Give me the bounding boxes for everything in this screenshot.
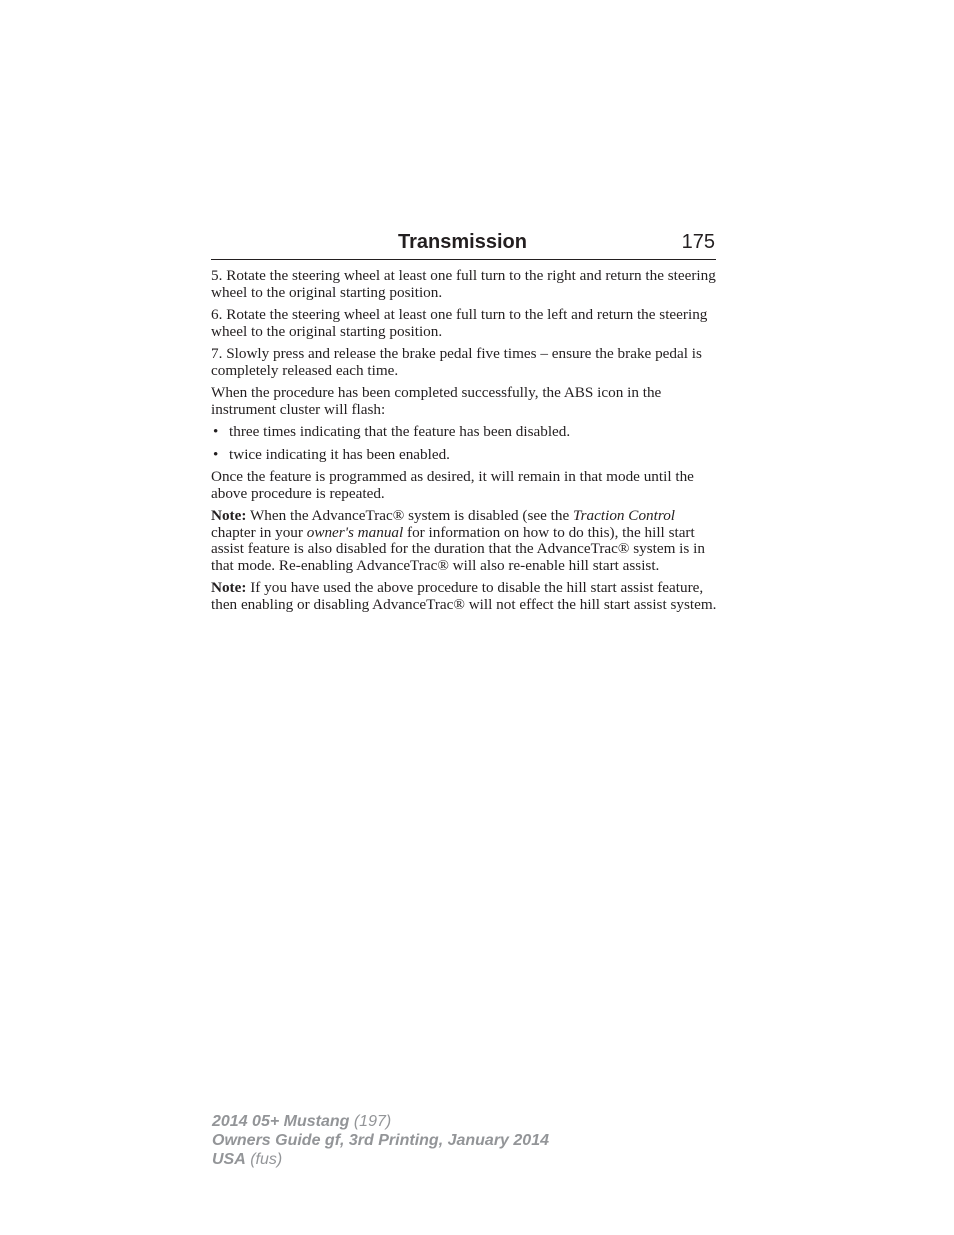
footer-model-code: (197) xyxy=(349,1113,392,1130)
footer-model: 2014 05+ Mustang xyxy=(212,1113,350,1130)
page-footer xyxy=(212,1112,549,1169)
page-header xyxy=(211,229,716,260)
note-label: Note: xyxy=(211,507,247,524)
list-item xyxy=(211,424,717,441)
note-text: for information on how to do this), the hill start assist feature is also disabled for the duration that the AdvanceTrac® system is in that mode. Re-enabling AdvanceTrac® will also re-enable hill start assist. xyxy=(211,523,705,574)
list-item xyxy=(211,447,717,464)
step-6: 6. Rotate the steering wheel at least one full turn to the left and return the steering wheel to the original starting position. xyxy=(211,306,708,340)
page-body xyxy=(211,268,717,619)
chapter-reference: Traction Control xyxy=(573,507,676,524)
page-number: 175 xyxy=(681,231,715,253)
footer-market-code: (fus) xyxy=(245,1151,283,1168)
section-title: Transmission xyxy=(398,231,527,253)
note-label: Note: xyxy=(211,579,247,596)
step-7: 7. Slowly press and release the brake pedal five times – ensure the brake pedal is completely released each time. xyxy=(211,345,702,379)
step-5: 5. Rotate the steering wheel at least one full turn to the right and return the steering wheel to the original starting position. xyxy=(211,267,716,301)
footer-line-model xyxy=(212,1112,549,1131)
footer-line-market xyxy=(212,1150,549,1169)
note-text: If you have used the above procedure to disable the hill start assist feature, then enabling or disabling AdvanceTrac® will not effect the hill start assist system. xyxy=(211,579,717,613)
note-text: When the AdvanceTrac® system is disabled (see the xyxy=(246,507,574,524)
list-item-text: twice indicating it has been enabled. xyxy=(229,445,450,463)
programmed-paragraph: Once the feature is programmed as desired, it will remain in that mode until the above procedure is repeated. xyxy=(211,468,694,502)
list-item-text: three times indicating that the feature has been disabled. xyxy=(229,423,571,440)
bullet-icon: • xyxy=(213,445,219,463)
note-text: chapter in your xyxy=(211,523,307,541)
note-hill-start xyxy=(211,580,717,613)
footer-market: USA xyxy=(212,1151,246,1168)
completion-intro: When the procedure has been completed successfully, the ABS icon in the instrument cluster will flash: xyxy=(211,384,662,418)
footer-edition: Owners Guide gf, 3rd Printing, January 2014 xyxy=(212,1132,549,1149)
bullet-icon: • xyxy=(213,423,219,440)
note-advancetrac xyxy=(211,508,717,574)
footer-line-edition xyxy=(212,1131,549,1150)
manual-reference: owner's manual xyxy=(306,523,404,541)
